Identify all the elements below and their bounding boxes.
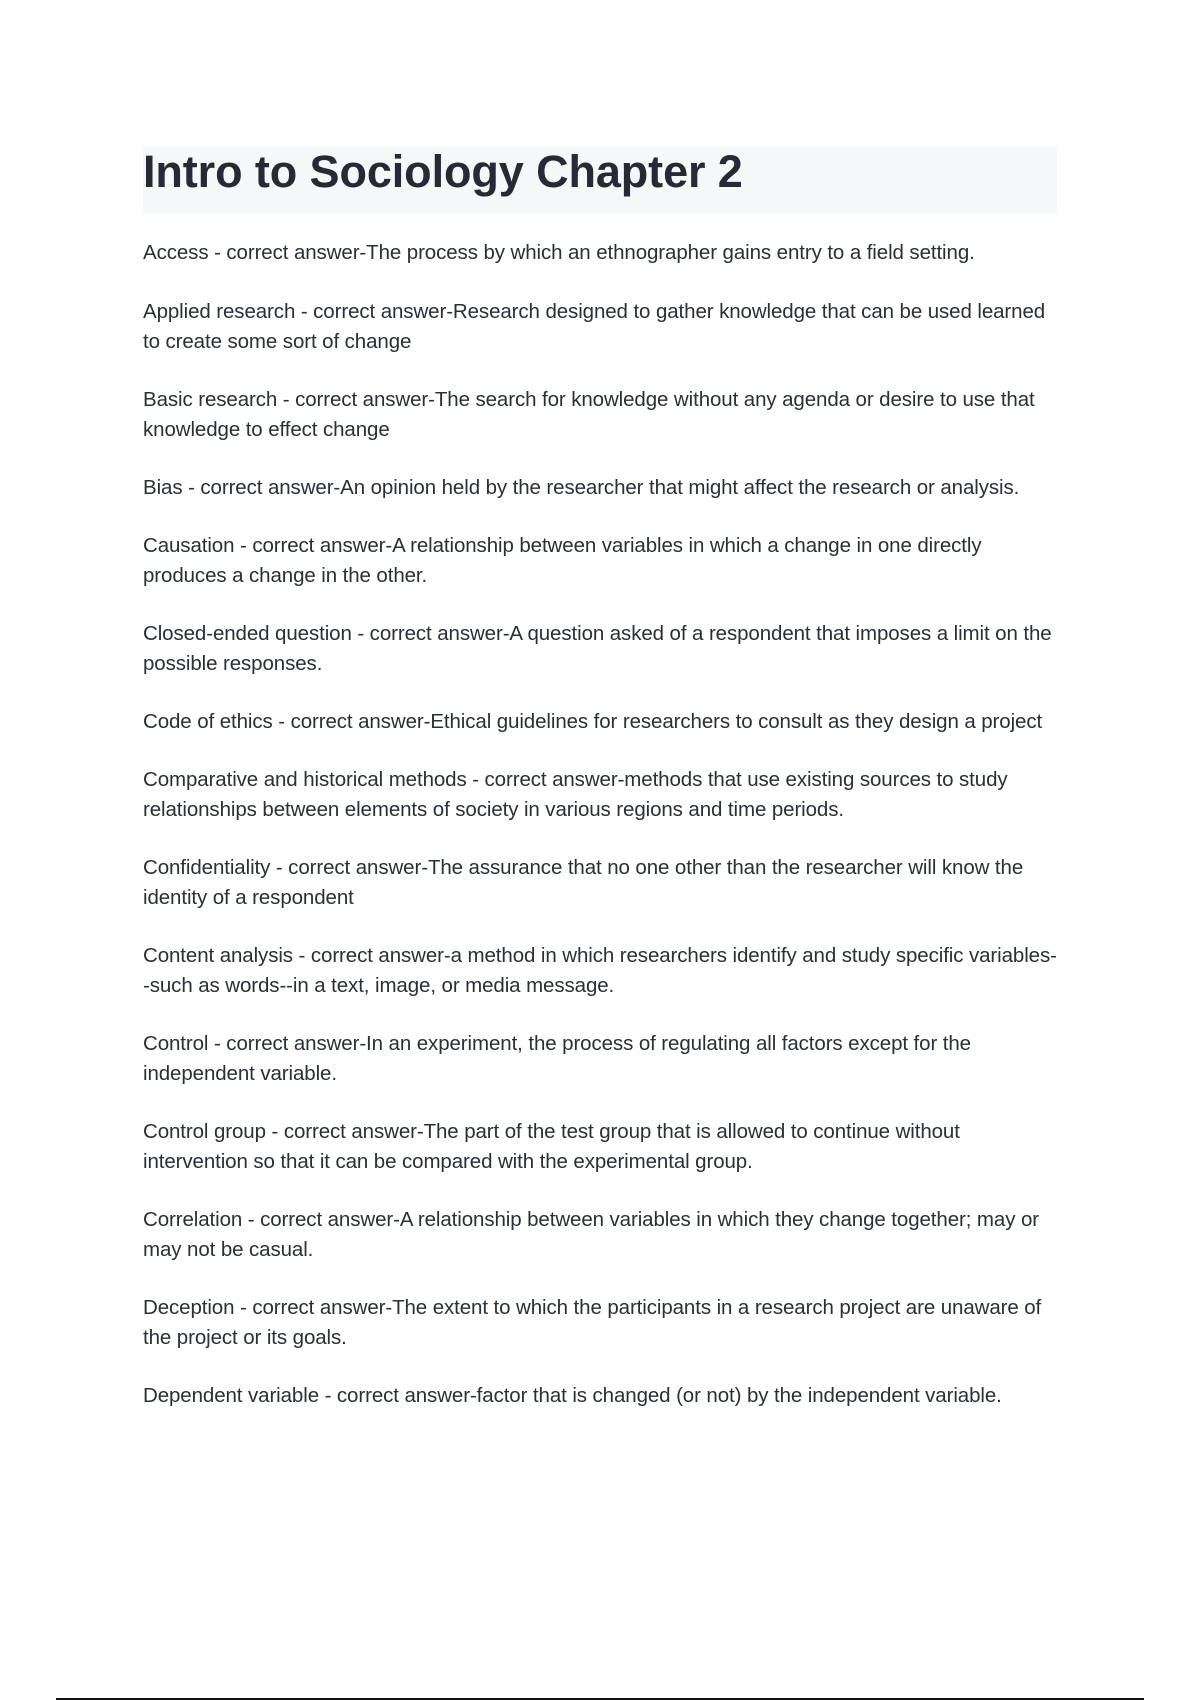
definition-entry-comparative-historical-methods: Comparative and historical methods - correct answer-methods that use existing sources to study relationships between elements of society in various regions and time periods. (143, 768, 1008, 821)
page-title: Intro to Sociology Chapter 2 (143, 146, 743, 197)
definition-entry-confidentiality: Confidentiality - correct answer-The assurance that no one other than the researcher will know the identity of a respondent (143, 856, 1024, 909)
definition-entry-control-group: Control group - correct answer-The part of the test group that is allowed to continue without intervention so that it can be compared with the experimental group. (143, 1120, 960, 1173)
definition-entry-control: Control - correct answer-In an experiment, the process of regulating all factors except for the independent variable. (143, 1032, 971, 1085)
definition-entry-correlation: Correlation - correct answer-A relationship between variables in which they change together; may or may not be casual. (143, 1208, 1039, 1261)
definition-entry-code-of-ethics: Code of ethics - correct answer-Ethical guidelines for researchers to consult as they design a project (143, 710, 1043, 733)
definition-entry-access: Access - correct answer-The process by which an ethnographer gains entry to a field setting. (143, 241, 975, 264)
definition-entry-deception: Deception - correct answer-The extent to which the participants in a research project are unaware of the project or its goals. (143, 1296, 1042, 1349)
definition-entry-applied-research: Applied research - correct answer-Research designed to gather knowledge that can be used learned to create some sort of change (143, 300, 1046, 353)
definition-entry-basic-research: Basic research - correct answer-The search for knowledge without any agenda or desire to use that knowledge to effect change (143, 388, 1035, 441)
definition-entry-causation: Causation - correct answer-A relationship between variables in which a change in one directly produces a change in the other. (143, 534, 982, 587)
definition-entry-dependent-variable: Dependent variable - correct answer-factor that is changed (or not) by the independent variable. (143, 1384, 1002, 1407)
definition-entry-content-analysis: Content analysis - correct answer-a method in which researchers identify and study specific variables--such as words--in a text, image, or media message. (143, 944, 1057, 997)
definition-entry-closed-ended-question: Closed-ended question - correct answer-A question asked of a respondent that imposes a limit on the possible responses. (143, 622, 1052, 675)
title-band (143, 146, 1057, 214)
definition-list (143, 238, 1063, 1411)
definition-entry-bias: Bias - correct answer-An opinion held by the researcher that might affect the research or analysis. (143, 476, 1020, 499)
